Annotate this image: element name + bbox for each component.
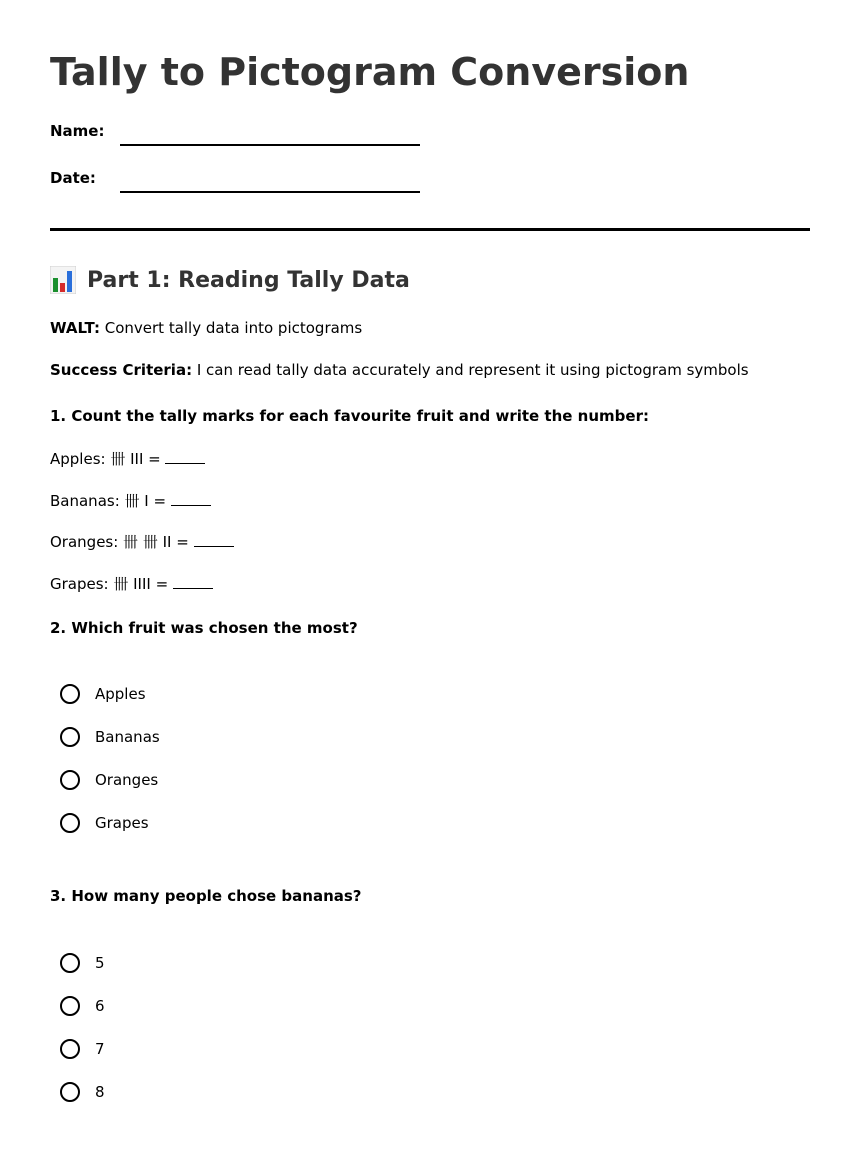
tally-row-oranges [50,531,234,552]
option-label: Bananas [95,728,160,746]
success-criteria-line [50,361,749,379]
header-divider [50,228,810,231]
name-field[interactable] [120,144,420,146]
q3-option-8[interactable] [60,1082,105,1102]
section-title: Part 1: Reading Tally Data [87,267,410,293]
option-label: 8 [95,1083,105,1101]
name-label: Name: [50,122,105,140]
walt-line [50,319,362,337]
radio-button[interactable] [60,770,80,790]
bar-chart-icon [50,266,76,294]
question-1: 1. Count the tally marks for each favourite fruit and write the number: [50,407,649,425]
radio-button[interactable] [60,996,80,1016]
date-label: Date: [50,169,96,187]
tally-row-bananas [50,490,211,511]
radio-button[interactable] [60,684,80,704]
answer-blank[interactable] [194,534,234,547]
page-title: Tally to Pictogram Conversion [50,50,690,94]
walt-text: Convert tally data into pictograms [99,319,363,337]
q2-option-oranges[interactable] [60,770,158,790]
tally-label: Oranges: 卌 卌 II = [50,533,194,551]
answer-blank[interactable] [173,576,213,589]
q2-option-grapes[interactable] [60,813,149,833]
radio-button[interactable] [60,1039,80,1059]
radio-button[interactable] [60,813,80,833]
q3-option-5[interactable] [60,953,105,973]
radio-button[interactable] [60,727,80,747]
date-field-row [50,163,450,193]
q2-option-bananas[interactable] [60,727,160,747]
tally-row-apples [50,448,205,469]
q3-option-6[interactable] [60,996,105,1016]
success-criteria-label: Success Criteria: [50,361,193,379]
tally-label: Bananas: 卌 I = [50,492,171,510]
q2-option-apples[interactable] [60,684,146,704]
walt-label: WALT: [50,319,100,337]
tally-label: Apples: 卌 III = [50,450,166,468]
q3-option-7[interactable] [60,1039,105,1059]
name-field-row [50,116,450,146]
tally-row-grapes [50,573,213,594]
section-heading [50,266,410,294]
question-3: 3. How many people chose bananas? [50,887,362,905]
radio-button[interactable] [60,953,80,973]
answer-blank[interactable] [165,451,205,464]
option-label: Grapes [95,814,149,832]
date-field[interactable] [120,191,420,193]
option-label: Apples [95,685,146,703]
option-label: 7 [95,1040,105,1058]
radio-button[interactable] [60,1082,80,1102]
option-label: 5 [95,954,105,972]
option-label: 6 [95,997,105,1015]
tally-label: Grapes: 卌 IIII = [50,575,173,593]
option-label: Oranges [95,771,159,789]
answer-blank[interactable] [171,493,211,506]
success-criteria-text: I can read tally data accurately and represent it using pictogram symbols [192,361,749,379]
question-2: 2. Which fruit was chosen the most? [50,619,358,637]
